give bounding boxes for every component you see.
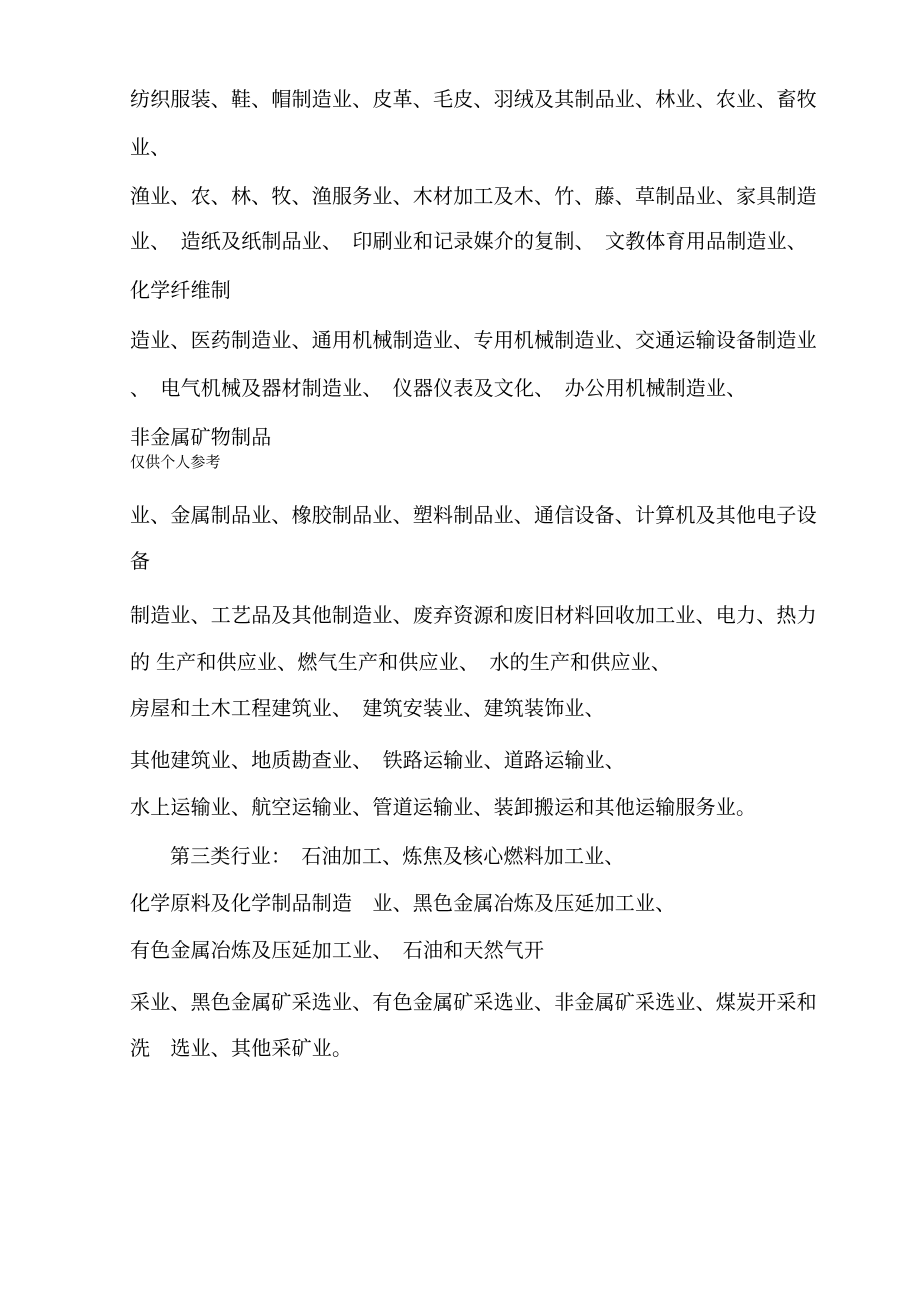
watermark-note: 仅供个人参考 <box>130 454 221 471</box>
text-line: 采业、黑色金属矿采选业、有色金属矿采选业、非金属矿采选业、煤炭开采和 <box>130 992 817 1014</box>
text-line: 水上运输业、航空运输业、管道运输业、装卸搬运和其他运输服务业。 <box>130 797 757 819</box>
text-line: 有色金属冶炼及压延加工业、 石油和天然气开 <box>130 940 545 962</box>
text-line: 造业、医药制造业、通用机械制造业、专用机械制造业、交通运输设备制造业 <box>130 330 817 352</box>
text-line: 业、 造纸及纸制品业、 印刷业和记录媒介的复制、 文教体育用品制造业、 <box>130 231 807 253</box>
section-heading-line: 第三类行业： 石油加工、炼焦及核心燃料加工业、 <box>170 846 625 868</box>
text-line: 洗 选业、其他采矿业。 <box>130 1038 353 1060</box>
text-line: 化学原料及化学制品制造 业、黑色金属冶炼及压延加工业、 <box>130 893 676 915</box>
text-line: 纺织服装、鞋、帽制造业、皮革、毛皮、羽绒及其制品业、林业、农业、畜牧 <box>130 89 817 111</box>
text-line: 制造业、工艺品及其他制造业、废弃资源和废旧材料回收加工业、电力、热力 <box>130 605 817 627</box>
text-line: 其他建筑业、地质勘查业、 铁路运输业、道路运输业、 <box>130 750 625 772</box>
text-line: 房屋和土木工程建筑业、 建筑安装业、建筑装饰业、 <box>130 698 605 720</box>
text-line: 备 <box>130 551 151 573</box>
text-line: 、 电气机械及器材制造业、 仪器仪表及文化、 办公用机械制造业、 <box>130 378 747 400</box>
text-line: 业、金属制品业、橡胶制品业、塑料制品业、通信设备、计算机及其他电子设 <box>130 505 817 527</box>
text-line: 渔业、农、林、牧、渔服务业、木材加工及木、竹、藤、草制品业、家具制造 <box>130 186 817 208</box>
text-line: 化学纤维制 <box>130 280 231 302</box>
text-line: 的 生产和供应业、燃气生产和供应业、 水的生产和供应业、 <box>130 652 672 674</box>
text-line: 非金属矿物制品 <box>130 427 272 449</box>
text-line: 业、 <box>130 137 171 159</box>
